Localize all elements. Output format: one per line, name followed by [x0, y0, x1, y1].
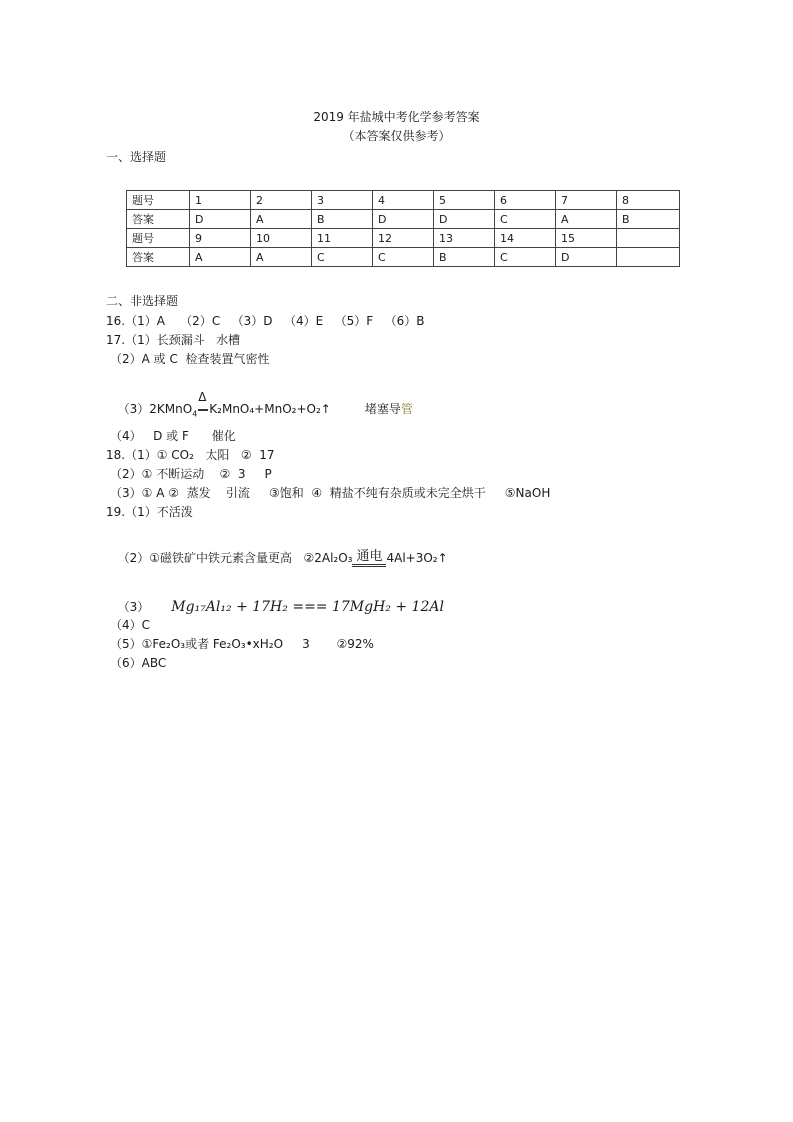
page-subtitle: （本答案仅供参考） — [342, 129, 451, 143]
table-cell: 4 — [373, 191, 434, 210]
subscript-4: 4 — [192, 409, 198, 419]
table-cell: 2 — [251, 191, 312, 210]
answer-q16: 16.（1）A （2）C （3）D （4）E （5）F （6）B — [106, 314, 425, 328]
answer-q19-5: （5）①Fe₂O₃或者 Fe₂O₃•xH₂O 3 ②92% — [110, 637, 374, 651]
answer-table — [126, 190, 680, 267]
table-cell: A — [251, 248, 312, 267]
answer-q19-1: 19.（1）不活泼 — [106, 505, 193, 519]
table-cell: B — [312, 210, 373, 229]
table-cell: 6 — [495, 191, 556, 210]
table-row-header: 题号 — [127, 191, 190, 210]
answer-q18-3: （3）① A ② 蒸发 引流 ③饱和 ④ 精盐不纯有杂质或未完全烘干 ⑤NaOH — [110, 486, 551, 500]
table-cell: 9 — [190, 229, 251, 248]
section-heading-nonchoice: 二、非选择题 — [106, 294, 179, 308]
table-cell: 15 — [556, 229, 617, 248]
table-cell: 3 — [312, 191, 373, 210]
table-cell: 7 — [556, 191, 617, 210]
q19-2-products: 4Al+3O₂↑ — [386, 551, 448, 565]
table-cell: D — [190, 210, 251, 229]
table-row-header: 答案 — [127, 248, 190, 267]
table-cell: 10 — [251, 229, 312, 248]
table-cell: D — [373, 210, 434, 229]
condition-text: 通电 — [356, 549, 383, 564]
table-cell — [617, 229, 680, 248]
answer-q19-4: （4）C — [110, 618, 151, 632]
table-row — [127, 229, 680, 248]
table-row — [127, 191, 680, 210]
table-cell: D — [434, 210, 495, 229]
answer-q18-2: （2）① 不断运动 ② 3 P — [110, 467, 272, 481]
table-row-header: 题号 — [127, 229, 190, 248]
answer-q19-3 — [110, 584, 444, 615]
section-heading-choice: 一、选择题 — [106, 150, 167, 164]
delta-symbol: Δ — [198, 390, 207, 404]
electrolysis-condition — [352, 550, 386, 567]
table-cell: C — [373, 248, 434, 267]
table-cell: 8 — [617, 191, 680, 210]
table-cell: D — [556, 248, 617, 267]
table-cell: A — [190, 248, 251, 267]
table-cell: B — [617, 210, 680, 229]
q19-3-equation: Mg₁₇Al₁₂ + 17H₂ === 17MgH₂ + 12Al — [171, 599, 444, 615]
answer-q17-3 — [110, 386, 413, 418]
table-cell: C — [495, 248, 556, 267]
answer-q19-2 — [110, 535, 448, 567]
table-cell: A — [251, 210, 312, 229]
table-cell: B — [434, 248, 495, 267]
table-cell — [617, 248, 680, 267]
answer-q19-6: （6）ABC — [110, 656, 167, 670]
table-cell: 11 — [312, 229, 373, 248]
q19-2-prefix: （2）①磁铁矿中铁元素含量更高 ②2Al₂O₃ — [117, 551, 353, 565]
page-title: 2019 年盐城中考化学参考答案 — [313, 110, 480, 124]
table-cell: 1 — [190, 191, 251, 210]
table-cell: C — [495, 210, 556, 229]
table-row — [127, 248, 680, 267]
equation-products: K₂MnO₄+MnO₂+O₂↑ — [209, 402, 331, 416]
answer-q17-4: （4） D 或 F 催化 — [110, 429, 236, 443]
table-cell: 12 — [373, 229, 434, 248]
heat-condition — [197, 390, 209, 416]
table-row — [127, 210, 680, 229]
table-cell: A — [556, 210, 617, 229]
answer-q18-1: 18.（1）① CO₂ 太阳 ② 17 — [106, 448, 275, 462]
table-cell: C — [312, 248, 373, 267]
answer-q17-1: 17.（1）长颈漏斗 水槽 — [106, 333, 241, 347]
table-cell: 13 — [434, 229, 495, 248]
equation-prefix: （3）2KMnO — [117, 402, 193, 416]
answer-q17-2: （2）A 或 C 检查装置气密性 — [110, 352, 270, 366]
table-cell: 14 — [495, 229, 556, 248]
table-cell: 5 — [434, 191, 495, 210]
table-row-header: 答案 — [127, 210, 190, 229]
q19-3-label: （3） — [117, 600, 150, 614]
blocked-tube-text: 堵塞导 — [364, 402, 401, 416]
blocked-tube-text-end: 管 — [400, 402, 413, 416]
